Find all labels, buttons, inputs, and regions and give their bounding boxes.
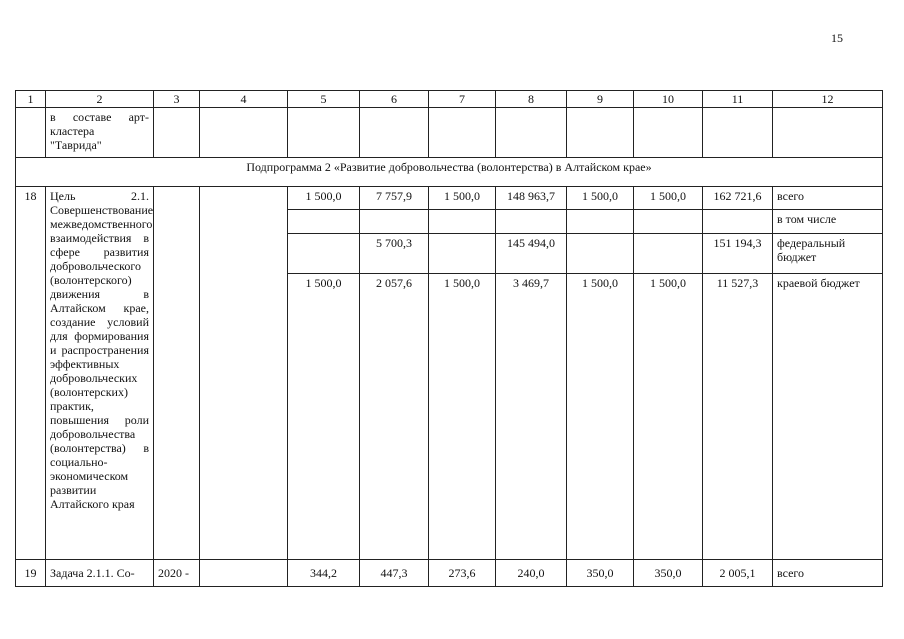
subprogram-row bbox=[16, 158, 883, 187]
task-description: Задача 2.1.1. Со- bbox=[46, 560, 154, 587]
empty-cell bbox=[773, 108, 883, 158]
row-number: 19 bbox=[16, 560, 46, 587]
empty-cell bbox=[200, 108, 288, 158]
years-cell bbox=[154, 187, 200, 560]
row-number-cell bbox=[16, 108, 46, 158]
value-cell: 344,2 bbox=[288, 560, 360, 587]
description-cell: в составе арт-кластера "Таврида" bbox=[46, 108, 154, 158]
funding-source: федеральный бюджет bbox=[773, 234, 883, 274]
column-header: 12 bbox=[773, 91, 883, 108]
value-cell: 1 500,0 bbox=[634, 187, 703, 210]
value-cell: 1 500,0 bbox=[429, 274, 496, 560]
value-cell bbox=[288, 234, 360, 274]
value-cell: 350,0 bbox=[567, 560, 634, 587]
empty-cell bbox=[154, 108, 200, 158]
value-cell: 1 500,0 bbox=[634, 274, 703, 560]
value-cell: 5 700,3 bbox=[360, 234, 429, 274]
page-number: 15 bbox=[831, 31, 843, 45]
column-header: 3 bbox=[154, 91, 200, 108]
empty-cell bbox=[288, 108, 360, 158]
empty-cell bbox=[567, 108, 634, 158]
value-cell: 151 194,3 bbox=[703, 234, 773, 274]
empty-cell bbox=[634, 108, 703, 158]
column-header: 11 bbox=[703, 91, 773, 108]
value-cell: 1 500,0 bbox=[288, 187, 360, 210]
years-cell: 2020 - bbox=[154, 560, 200, 587]
empty-cell bbox=[703, 108, 773, 158]
program-table bbox=[15, 90, 883, 587]
executor-cell bbox=[200, 560, 288, 587]
value-cell: 3 469,7 bbox=[496, 274, 567, 560]
continuation-row bbox=[16, 108, 883, 158]
value-cell: 273,6 bbox=[429, 560, 496, 587]
column-header: 2 bbox=[46, 91, 154, 108]
value-cell: 1 500,0 bbox=[567, 187, 634, 210]
value-cell: 145 494,0 bbox=[496, 234, 567, 274]
value-cell bbox=[703, 210, 773, 234]
value-cell: 447,3 bbox=[360, 560, 429, 587]
value-cell bbox=[429, 234, 496, 274]
column-header: 10 bbox=[634, 91, 703, 108]
value-cell: 1 500,0 bbox=[567, 274, 634, 560]
funding-source: в том числе bbox=[773, 210, 883, 234]
value-cell: 240,0 bbox=[496, 560, 567, 587]
value-cell: 1 500,0 bbox=[288, 274, 360, 560]
value-cell bbox=[567, 210, 634, 234]
column-header: 7 bbox=[429, 91, 496, 108]
value-cell: 1 500,0 bbox=[429, 187, 496, 210]
value-cell bbox=[496, 210, 567, 234]
value-cell bbox=[288, 210, 360, 234]
value-cell: 2 005,1 bbox=[703, 560, 773, 587]
funding-source: краевой бюджет bbox=[773, 274, 883, 560]
funding-source: всего bbox=[773, 560, 883, 587]
value-cell: 2 057,6 bbox=[360, 274, 429, 560]
column-header: 1 bbox=[16, 91, 46, 108]
funding-source: всего bbox=[773, 187, 883, 210]
executor-cell bbox=[200, 187, 288, 560]
goal-description: Цель 2.1. Совершенствование межведомственного взаимодействия в сфере развития добровольческого (волонтерского) движения в Алтайском крае, создание условий для формирования и распространения эффективных добровольческих (волонтерских) практик, повышения роли добровольчества (волонтерства) в социально-экономическом развитии Алтайского края bbox=[46, 187, 154, 560]
value-cell: 7 757,9 bbox=[360, 187, 429, 210]
column-header: 6 bbox=[360, 91, 429, 108]
empty-cell bbox=[496, 108, 567, 158]
column-header: 9 bbox=[567, 91, 634, 108]
column-header: 5 bbox=[288, 91, 360, 108]
subprogram-title: Подпрограмма 2 «Развитие добровольчества (волонтерства) в Алтайском крае» bbox=[16, 158, 883, 187]
column-header: 8 bbox=[496, 91, 567, 108]
row-18-total bbox=[16, 187, 883, 210]
row-number: 18 bbox=[16, 187, 46, 560]
column-number-row bbox=[16, 91, 883, 108]
value-cell bbox=[634, 234, 703, 274]
value-cell: 11 527,3 bbox=[703, 274, 773, 560]
row-19 bbox=[16, 560, 883, 587]
value-cell bbox=[634, 210, 703, 234]
value-cell: 350,0 bbox=[634, 560, 703, 587]
value-cell bbox=[360, 210, 429, 234]
empty-cell bbox=[360, 108, 429, 158]
value-cell bbox=[429, 210, 496, 234]
value-cell: 148 963,7 bbox=[496, 187, 567, 210]
empty-cell bbox=[429, 108, 496, 158]
column-header: 4 bbox=[200, 91, 288, 108]
value-cell bbox=[567, 234, 634, 274]
value-cell: 162 721,6 bbox=[703, 187, 773, 210]
